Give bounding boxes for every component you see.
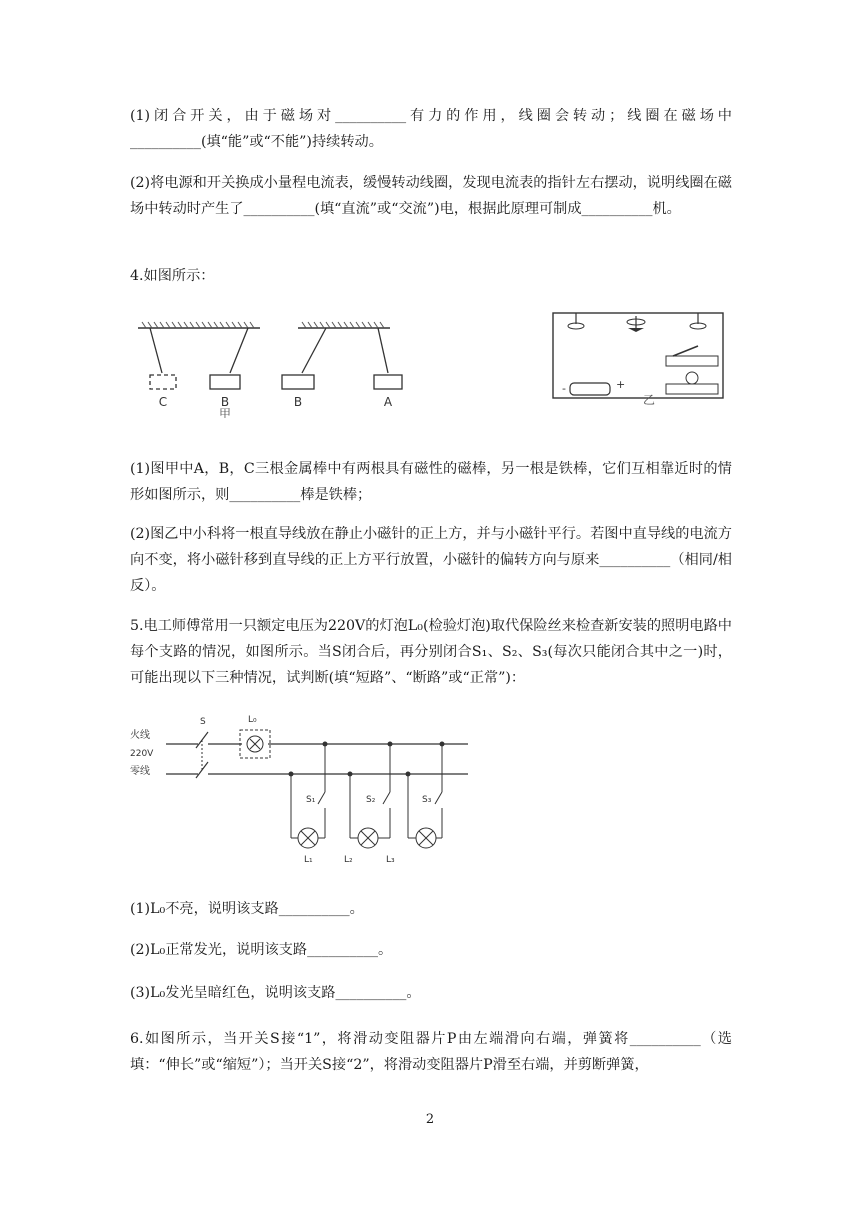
page-number: 2 [425,1112,435,1127]
q4-part2: (2)图乙中小科将一根直导线放在静止小磁针的正上方，并与小磁针平行。若图中直导线的电流方向不变，将小磁针移到直导线的正上方平行放置，小磁针的偏转方向与原来__________（相同/相反）。 [130,526,732,594]
fire-line-label: 火线 [130,730,150,741]
wire-compass-figure [548,308,733,408]
battery-minus: - [562,382,566,395]
q3-part1: (1)闭合开关，由于磁场对__________有力的作用，线圈会转动；线圈在磁场中__________(填“能”或“不能”)持续转动。 [130,108,732,150]
q5-answer1: (1)L₀不亮，说明该支路__________。 [130,901,364,917]
magnet-rods-figure [130,318,420,418]
battery-plus: + [616,378,626,391]
lamp-l2-label: L₂ [344,855,353,865]
rod-label-b1: B [220,395,230,409]
rod-label-a: A [383,395,393,409]
rod-label-b2: B [293,395,303,409]
main-switch-label: S [200,717,206,727]
q4-title: 4.如图所示： [130,268,215,284]
figure-caption-jia: 甲 [218,407,232,418]
q3-part2: (2)将电源和开关换成小量程电流表，缓慢转动线圈，发现电流表的指针左右摆动，说明线圈在磁场中转动时产生了__________(填“直流”或“交流”)电，根据此原理可制成__________机。 [130,175,732,217]
q5-intro: 5.电工师傅常用一只额定电压为220V的灯泡L₀(检验灯泡)取代保险丝来检查新安装的照明电路中每个支路的情况，如图所示。当S闭合后，再分别闭合S₁、S₂、S₃(每次只能闭合其中之一)时，可能出现以下三种情况，试判断(填“短路”、“断路”或“正常”)： [130,618,732,686]
q6-text: 6.如图所示，当开关S接“1”，将滑动变阻器片P由左端滑向右端，弹簧将__________（选填：“伸长”或“缩短”）；当开关S接“2”，将滑动变阻器片P滑至右端，并剪断弹簧， [130,1031,732,1073]
switch-s1-label: S₁ [306,795,316,805]
switch-s2-label: S₂ [366,795,376,805]
voltage-label: 220V [130,749,154,759]
q5-answer3: (3)L₀发光呈暗红色，说明该支路__________。 [130,985,421,1001]
lamp-l1-label: L₁ [304,855,313,865]
switch-s3-label: S₃ [422,795,432,805]
rod-label-c: C [158,395,168,409]
q4-part1: (1)图甲中A，B，C三根金属棒中有两根具有磁性的磁棒，另一根是铁棒，它们互相靠近时的情形如图所示，则__________棒是铁棒； [130,461,732,503]
test-lamp-label: L₀ [248,715,257,725]
q5-answer2: (2)L₀正常发光，说明该支路__________。 [130,942,393,958]
figure-caption-yi: 乙 [643,393,656,407]
lighting-circuit-figure [128,704,473,870]
neutral-line-label: 零线 [130,766,150,777]
lamp-l3-label: L₃ [386,855,395,865]
